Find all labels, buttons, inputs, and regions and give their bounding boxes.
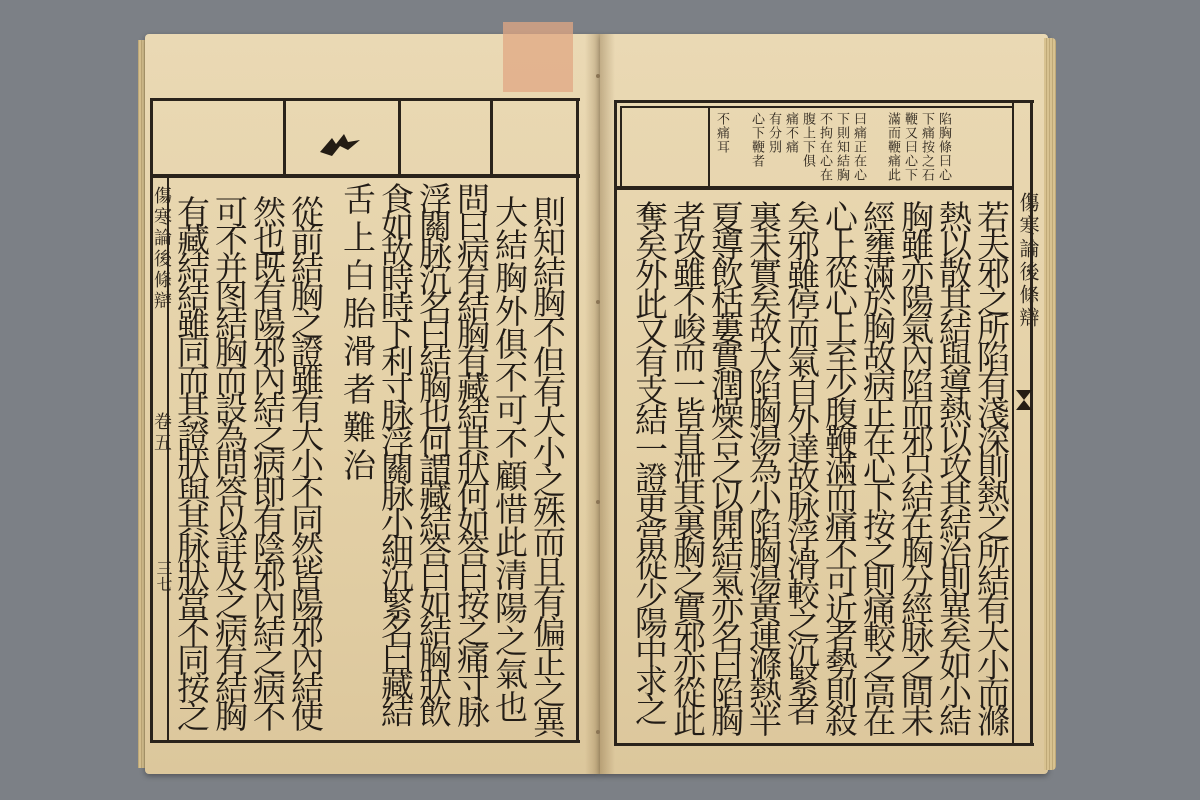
- fish-tail-mark-icon: [1014, 388, 1034, 412]
- text-column: 經壅滿於胸故病正在心下按之則痛較之高在: [858, 200, 897, 732]
- left-header-bottom-rule: [150, 174, 580, 178]
- text-column: 若夫邪之所陷有淺深則熱之所結有大小而滌: [972, 200, 1011, 732]
- annotation-line: 痛不痛: [783, 112, 798, 154]
- annotation-line: 不痛耳: [714, 112, 729, 154]
- text-column: 者攻雖不峻而一皆直泄其裏胸之實邪亦從此: [668, 200, 707, 732]
- text-column: 矣邪雖停而氣自外達故脉浮滑較之沉緊者: [782, 200, 821, 722]
- left-frame-right: [576, 98, 579, 743]
- binding-stitch: [596, 300, 600, 304]
- annotation-box-top: [620, 106, 1014, 108]
- text-column: 舌上白胎滑者難治: [338, 182, 377, 486]
- right-frame-left: [614, 100, 617, 746]
- binding-stitch: [596, 730, 600, 734]
- text-column: 有藏結結雖同而其證狀與其脉狀當不同按之: [172, 195, 211, 727]
- left-header-divider: [398, 98, 401, 176]
- text-column: 則知結胸不但有大小之殊而且有偏正之異: [528, 195, 567, 735]
- text-column: 浮關脉沉名曰結胸也何謂藏結答曰如結胸狀飲: [414, 182, 453, 722]
- annotation-line: 下痛按之石: [919, 112, 934, 182]
- text-column: 食如故時時下利寸脉浮關脉小細沉緊名曰藏結: [376, 182, 415, 722]
- annotation-line: 腹上下俱: [800, 112, 815, 168]
- red-paper-tab: [503, 22, 573, 92]
- left-header-divider: [283, 98, 286, 176]
- text-column: 問曰病有結胸有藏結其狀何如答曰按之痛寸脉: [452, 182, 491, 722]
- text-column: 胸雖亦陽氣內陷而邪只結在胸分經脉之間未: [896, 200, 935, 732]
- text-column: 大結胸外俱不可不顧惜此清陽之氣也: [490, 195, 529, 723]
- binding-stitch: [596, 500, 600, 504]
- text-column: 奪矣外此又有支結一證更當從少陽中求之: [630, 200, 669, 722]
- left-header-top-rule: [150, 98, 580, 101]
- left-volume-label: 卷五: [151, 412, 172, 454]
- right-frame-bottom: [614, 743, 1034, 746]
- text-column: 裏未實矣故大陷胸湯為小陷胸湯黃連滌熱半: [744, 200, 783, 732]
- annotation-box-left: [620, 106, 622, 188]
- annotation-box-bottom: [614, 186, 1014, 190]
- annotation-line: 陷胸條曰心: [936, 112, 951, 182]
- binding-stitch: [596, 74, 600, 78]
- book-gutter: [585, 34, 615, 774]
- ornament-glyph-icon: [318, 130, 362, 160]
- right-page-edges: [1044, 38, 1056, 770]
- annotation-line: 有分別: [766, 112, 781, 154]
- annotation-line: 鞭又曰心下: [902, 112, 917, 182]
- right-center-title: 傷寒論後條辯: [1016, 192, 1040, 330]
- left-header-divider: [490, 98, 493, 176]
- right-frame-top: [614, 100, 1034, 103]
- left-center-title: 傷寒論後條辯: [151, 186, 172, 312]
- annotation-line: 滿而鞭痛此: [885, 112, 900, 182]
- annotation-box-divider: [708, 106, 710, 188]
- annotation-line: 曰痛正在心: [851, 112, 866, 182]
- annotation-line: 不拘在心在: [817, 112, 832, 182]
- text-column: 從前結胸之證雖有大小不同然皆陽邪內結使: [286, 195, 325, 727]
- text-column: 可不并图結胸而設為問答以詳及之病有結胸: [210, 195, 249, 727]
- left-folio-number: 三七: [154, 560, 173, 592]
- text-column: 熱以散其結與導熱以攻其結治則異矣如小結: [934, 200, 973, 732]
- text-column: 夏導飲栝蔞實潤燥合之以開結氣亦名曰陷胸: [706, 200, 745, 732]
- left-frame-bottom: [150, 740, 580, 743]
- annotation-line: 心下鞭者: [749, 112, 764, 168]
- text-column: 心上從心上至少腹鞭滿而痛不可近者勢則殺: [820, 200, 859, 732]
- annotation-line: 下則知結胸: [834, 112, 849, 182]
- text-column: 然也既有陽邪內結之病即有陰邪內結之病不: [248, 195, 287, 727]
